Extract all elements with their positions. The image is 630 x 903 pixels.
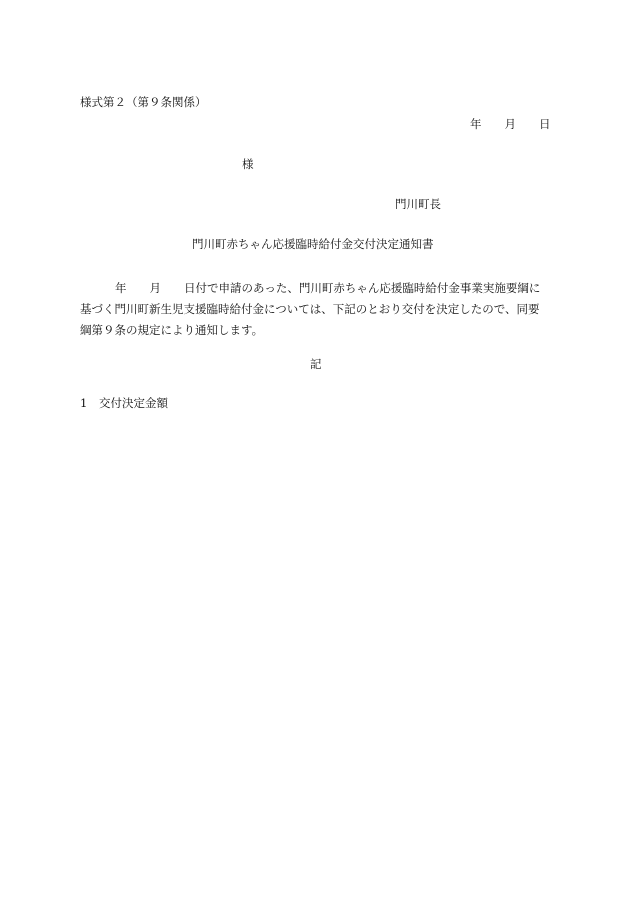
body-line-3: 綱第９条の規定により通知します。	[80, 323, 264, 337]
body-month-label: 月	[149, 281, 161, 295]
date-month-label: 月	[504, 117, 516, 131]
body-line-1	[80, 278, 552, 299]
recipient-honorific: 様	[242, 157, 254, 171]
issuer-name: 門川町長	[395, 197, 441, 211]
body-line-2: 基づく門川町新生児支援臨時給付金については、下記のとおり交付を決定したので、同要	[80, 302, 540, 316]
body-paragraph	[80, 278, 552, 341]
document-title: 門川町赤ちゃん応援臨時給付金交付決定通知書	[192, 237, 434, 251]
body-year-label: 年	[115, 281, 127, 295]
body-line-1-text: 日付で申請のあった、門川町赤ちゃん応援臨時給付金事業実施要綱に	[184, 281, 541, 295]
ki-heading: 記	[310, 357, 322, 371]
date-line	[470, 119, 551, 131]
form-number: 様式第２（第９条関係）	[80, 95, 207, 109]
item-number: 1	[80, 396, 88, 410]
date-day-label: 日	[539, 117, 551, 131]
date-year-label: 年	[470, 117, 482, 131]
item-amount	[80, 398, 168, 410]
item-label: 交付決定金額	[99, 396, 168, 410]
